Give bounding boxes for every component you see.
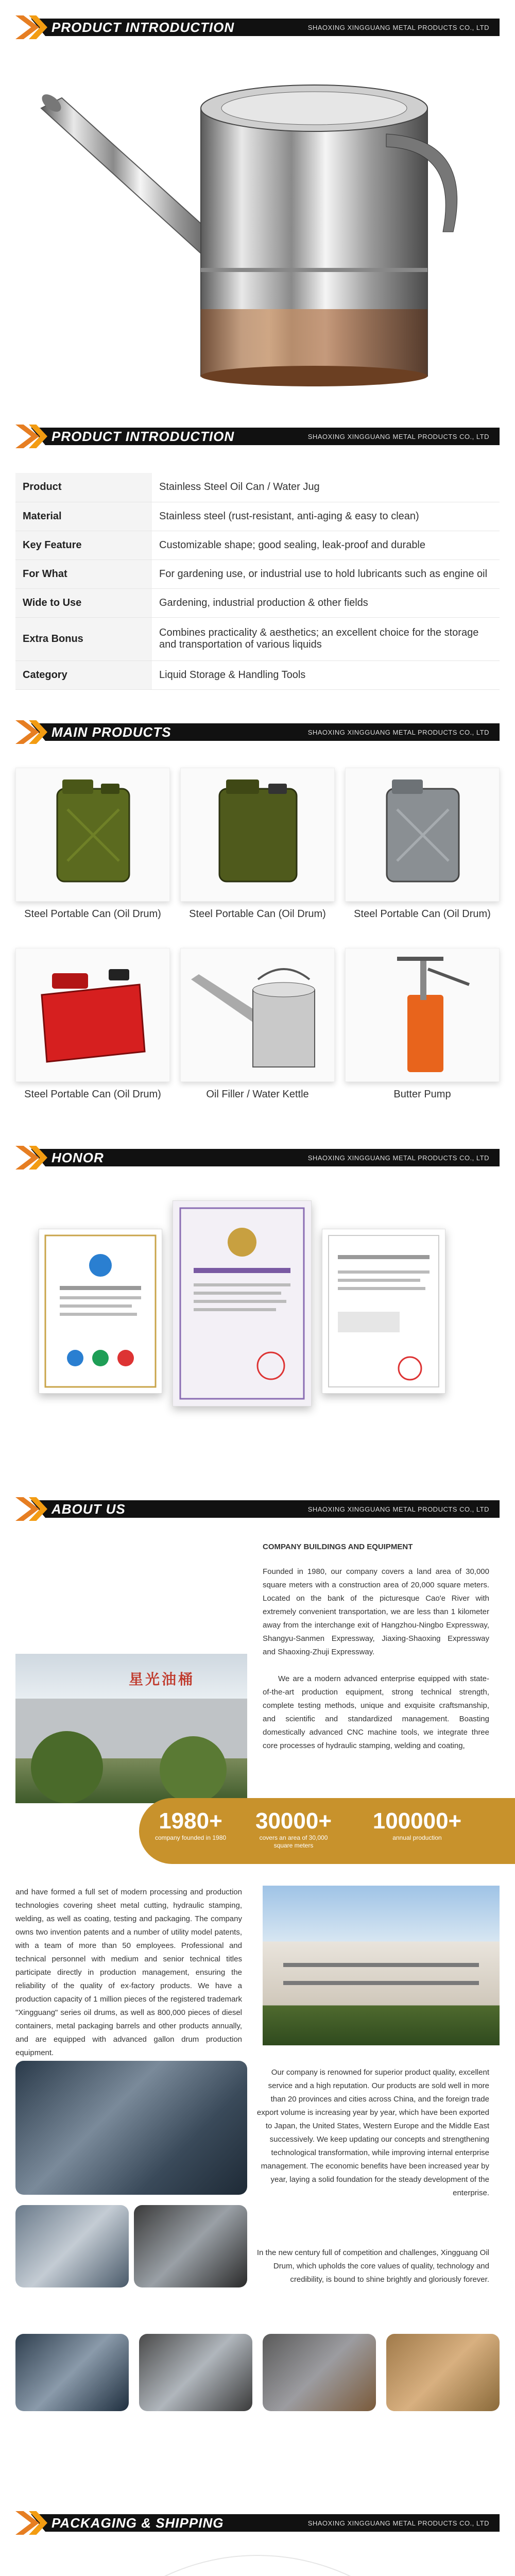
spec-row bbox=[15, 473, 500, 502]
shipping-illustration bbox=[0, 2550, 515, 2576]
stat-number: 1980+ bbox=[159, 1808, 222, 1834]
factory-photo bbox=[139, 2334, 252, 2411]
factory-photo bbox=[386, 2334, 500, 2411]
section-title: PRODUCT INTRODUCTION bbox=[52, 20, 235, 35]
section-title: PRODUCT INTRODUCTION bbox=[52, 429, 235, 444]
section-banner-about bbox=[15, 1494, 500, 1524]
product-image bbox=[15, 768, 170, 902]
spec-value: For gardening use, or industrial use to hold lubricants such as engine oil bbox=[152, 560, 500, 588]
product-label: Oil Filler / Water Kettle bbox=[206, 1089, 309, 1100]
section-banner-intro-2 bbox=[15, 421, 500, 451]
certificate-image bbox=[322, 1229, 445, 1394]
product-card[interactable] bbox=[180, 768, 335, 920]
about-heading: COMPANY BUILDINGS AND EQUIPMENT bbox=[263, 1543, 413, 1551]
spec-value: Gardening, industrial production & other fields bbox=[152, 588, 500, 617]
product-card[interactable] bbox=[345, 768, 500, 920]
section-banner-main-products bbox=[15, 717, 500, 747]
section-title: ABOUT US bbox=[52, 1501, 126, 1517]
product-card[interactable] bbox=[180, 948, 335, 1100]
product-card[interactable] bbox=[15, 948, 170, 1100]
certificate-image bbox=[173, 1200, 312, 1406]
company-name: SHAOXING XINGGUANG METAL PRODUCTS CO., LTD bbox=[307, 728, 489, 736]
section-banner-intro bbox=[15, 12, 500, 42]
about-paragraph: Our company is renowned for superior product quality, excellent service and a high reputation. Our products are sold well in more than 20 provinces and cities across China, and the foreign trade export volume is increasing year by year, which have been exported to Japan, the United States, Western Europe and the Middle East successively. We keep updating our concepts and strengthening technological transformation, while improving internal enterprise management. The economic benefits have been increased year by year, laying a solid foundation for the steady development of the enterprise. bbox=[256, 2068, 489, 2197]
spec-value: Stainless Steel Oil Can / Water Jug bbox=[152, 473, 500, 502]
company-office-photo bbox=[263, 1886, 500, 2045]
company-name: SHAOXING XINGGUANG METAL PRODUCTS CO., LTD bbox=[307, 1154, 489, 1162]
product-image bbox=[180, 948, 335, 1082]
company-name: SHAOXING XINGGUANG METAL PRODUCTS CO., LTD bbox=[307, 24, 489, 31]
product-image bbox=[180, 768, 335, 902]
spec-key: Category bbox=[15, 660, 152, 689]
building-sign: 星光油桶 bbox=[129, 1671, 195, 1687]
spec-table bbox=[15, 473, 500, 690]
product-image bbox=[345, 948, 500, 1082]
about-paragraph: We are a modern advanced enterprise equipped with state-of-the-art production equipment, strong technical strength, complete testing methods, unique and exquisite craftsmanship, and scientific and standardized management. Boasting domestically advanced CNC machine tools, we integrate three core processes of hydraulic stamping, welding and coating, bbox=[263, 1674, 489, 1750]
spec-value: Customizable shape; good sealing, leak-proof and durable bbox=[152, 531, 500, 560]
about-paragraph: Founded in 1980, our company covers a land area of 30,000 square meters with a construction area of 20,000 square meters. Located on the bank of the picturesque Cao'e River with extremely convenient transportation, we are less than 1 kilometer away from the interchange exit of Hangzhou-Ningbo Expressway, Shangyu-Sanmen Expressway, Jiaxing-Shaoxing Expressway and Shaoxing-Zhuji Expressway. bbox=[263, 1567, 489, 1656]
section-banner-packaging bbox=[15, 2508, 500, 2538]
product-label: Butter Pump bbox=[393, 1089, 451, 1100]
stat-production bbox=[371, 1808, 464, 1842]
product-image bbox=[345, 768, 500, 902]
spec-key: Material bbox=[15, 502, 152, 531]
company-name: SHAOXING XINGGUANG METAL PRODUCTS CO., LTD bbox=[307, 2519, 489, 2527]
certificate-image bbox=[39, 1229, 162, 1394]
company-building-photo bbox=[15, 1654, 247, 1803]
product-card[interactable] bbox=[345, 948, 500, 1100]
product-label: Steel Portable Can (Oil Drum) bbox=[354, 908, 491, 920]
spec-key: For What bbox=[15, 560, 152, 588]
spec-key: Extra Bonus bbox=[15, 617, 152, 660]
spec-value: Stainless steel (rust-resistant, anti-aging & easy to clean) bbox=[152, 502, 500, 531]
section-title: PACKAGING & SHIPPING bbox=[52, 2515, 224, 2531]
spec-row bbox=[15, 588, 500, 617]
spec-row bbox=[15, 660, 500, 689]
spec-row bbox=[15, 617, 500, 660]
spec-key: Wide to Use bbox=[15, 588, 152, 617]
spec-row bbox=[15, 560, 500, 588]
spec-row bbox=[15, 502, 500, 531]
stat-label: annual production bbox=[392, 1834, 442, 1841]
stat-number: 30000+ bbox=[255, 1808, 332, 1834]
stat-number: 100000+ bbox=[372, 1808, 462, 1834]
company-name: SHAOXING XINGGUANG METAL PRODUCTS CO., LTD bbox=[307, 1505, 489, 1513]
product-label: Steel Portable Can (Oil Drum) bbox=[24, 1089, 161, 1100]
stat-area bbox=[252, 1808, 335, 1850]
product-card[interactable] bbox=[15, 768, 170, 920]
factory-photo bbox=[15, 2205, 129, 2287]
spec-row bbox=[15, 531, 500, 560]
company-name: SHAOXING XINGGUANG METAL PRODUCTS CO., LTD bbox=[307, 433, 489, 440]
factory-photo bbox=[134, 2205, 247, 2287]
factory-photo bbox=[15, 2061, 247, 2195]
spec-value: Combines practicality & aesthetics; an excellent choice for the storage and transportation of various liquids bbox=[152, 617, 500, 660]
stat-label: covers an area of 30,000 square meters bbox=[259, 1834, 328, 1849]
section-title: MAIN PRODUCTS bbox=[52, 724, 171, 740]
section-title: HONOR bbox=[52, 1150, 104, 1165]
section-banner-honor bbox=[15, 1143, 500, 1173]
about-paragraph: and have formed a full set of modern processing and production technologies covering sheet metal cutting, hydraulic stamping, welding, as well as coating, testing and packaging. The company owns two invention patents and a number of utility model patents, with a team of more than 50 employees. Professional and technical personnel with medium and senior technical titles participate directly in production management, ensuring the reliability of the quality of ex-factory products. We have a production capacity of 1 million pieces of the registered trademark "Xingguang" series oil drums, as well as 800,000 pieces of diesel containers, metal packaging barrels and other products annually, and are equipped with advanced gallon drum production equipment. bbox=[15, 1888, 242, 2057]
hero-product-image bbox=[31, 62, 484, 392]
spec-value: Liquid Storage & Handling Tools bbox=[152, 660, 500, 689]
factory-photo bbox=[15, 2334, 129, 2411]
spec-key: Product bbox=[15, 473, 152, 502]
spec-key: Key Feature bbox=[15, 531, 152, 560]
stat-founded bbox=[149, 1808, 232, 1842]
product-image bbox=[15, 948, 170, 1082]
product-label: Steel Portable Can (Oil Drum) bbox=[189, 908, 326, 920]
stat-label: company founded in 1980 bbox=[154, 1834, 227, 1841]
product-label: Steel Portable Can (Oil Drum) bbox=[24, 908, 161, 920]
factory-photo bbox=[263, 2334, 376, 2411]
about-paragraph: In the new century full of competition and challenges, Xingguang Oil Drum, which upholds the core values of quality, technology and credibility, is bound to shine brightly and gloriously forever. bbox=[256, 2248, 489, 2284]
